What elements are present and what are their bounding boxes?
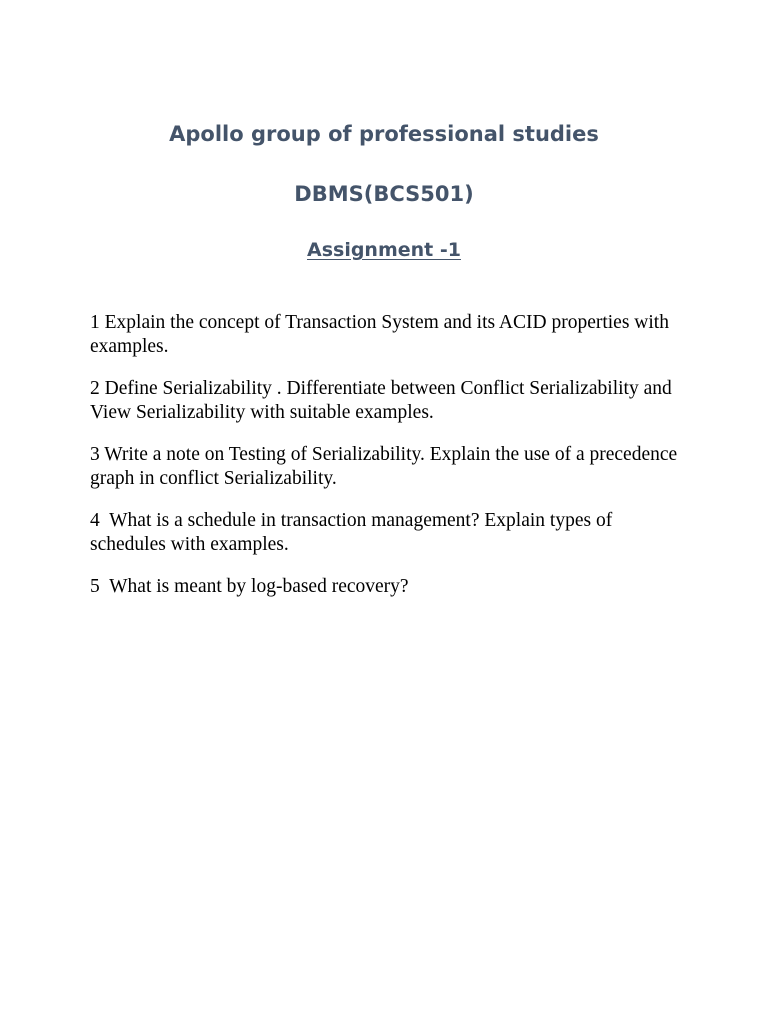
question-item: 5 What is meant by log-based recovery? [90, 576, 409, 597]
question-item: 3 Write a note on Testing of Serializability. Explain the use of a precedence graph in conflict Serializability. [90, 444, 683, 489]
course-heading: DBMS(BCS501) [294, 182, 474, 206]
question-item: 2 Define Serializability . Differentiate between Conflict Serializability and View Serializability with suitable examples. [90, 378, 677, 423]
question-item: 4 What is a schedule in transaction management? Explain types of schedules with examples. [90, 510, 618, 555]
institution-heading: Apollo group of professional studies [169, 122, 599, 146]
assignment-title: Assignment -1 [307, 239, 461, 261]
question-list [90, 311, 683, 617]
question-item: 1 Explain the concept of Transaction System and its ACID properties with examples. [90, 312, 674, 357]
